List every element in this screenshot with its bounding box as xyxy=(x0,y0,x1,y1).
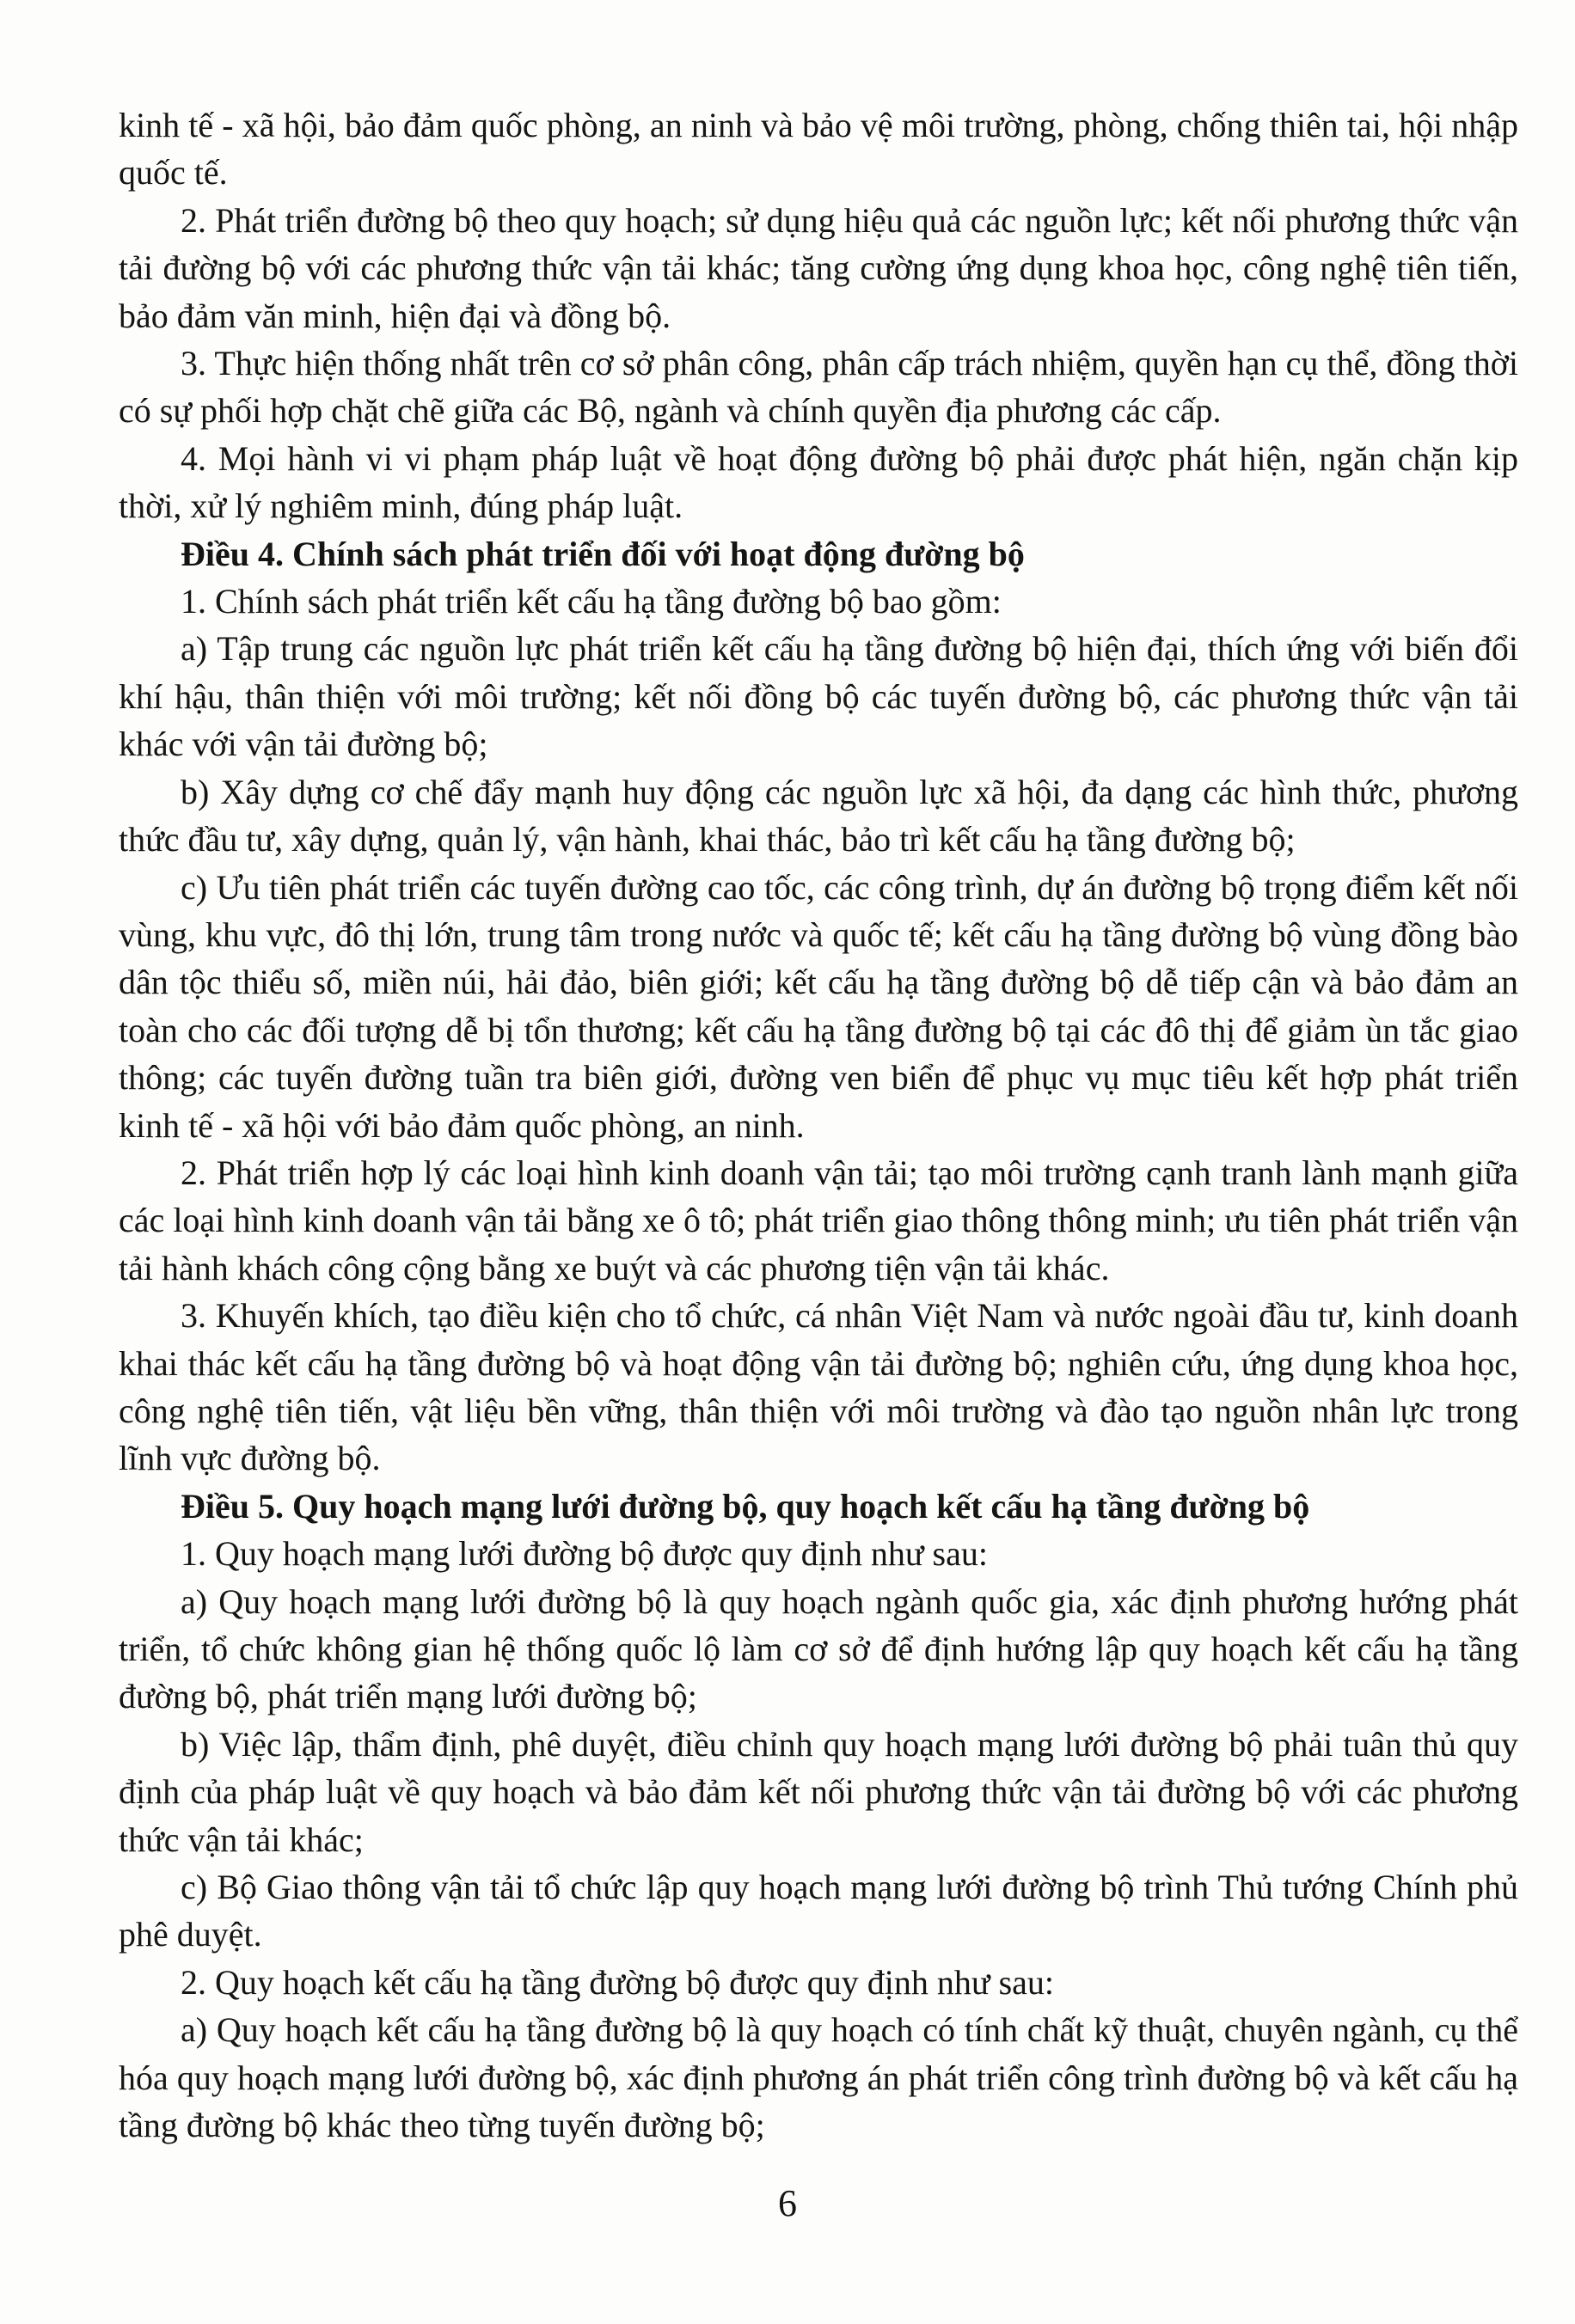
paragraph-article-4-point-b: b) Xây dựng cơ chế đẩy mạnh huy động các nguồn lực xã hội, đa dạng các hình thức, phương thức đầu tư, xây dựng, quản lý, vận hành, khai thác, bảo trì kết cấu hạ tầng đường bộ; xyxy=(119,772,1518,859)
paragraph-article-5-clause-1: 1. Quy hoạch mạng lưới đường bộ được quy định như sau: xyxy=(181,1534,988,1574)
paragraph-article-4-point-a: a) Tập trung các nguồn lực phát triển kết cấu hạ tầng đường bộ hiện đại, thích ứng với biến đổi khí hậu, thân thiện với môi trường; kết nối đồng bộ các tuyến đường bộ, các phương thức vận tải khác với vận tải đường bộ; xyxy=(119,629,1518,764)
paragraph-clause-3: 3. Thực hiện thống nhất trên cơ sở phân công, phân cấp trách nhiệm, quyền hạn cụ thể, đồng thời có sự phối hợp chặt chẽ giữa các Bộ, ngành và chính quyền địa phương các cấp. xyxy=(119,344,1518,431)
paragraph-article-5-point-1a: a) Quy hoạch mạng lưới đường bộ là quy hoạch ngành quốc gia, xác định phương hướng phát triển, tổ chức không gian hệ thống quốc lộ làm cơ sở để định hướng lập quy hoạch kết cấu hạ tầng đường bộ, phát triển mạng lưới đường bộ; xyxy=(119,1581,1518,1716)
paragraph-article-5-clause-2: 2. Quy hoạch kết cấu hạ tầng đường bộ được quy định như sau: xyxy=(181,1962,1055,2002)
paragraph-article-5-point-2a: a) Quy hoạch kết cấu hạ tầng đường bộ là quy hoạch có tính chất kỹ thuật, chuyên ngành, cụ thể hóa quy hoạch mạng lưới đường bộ, xác định phương án phát triển công trình đường bộ và kết cấu hạ tầng đường bộ khác theo từng tuyến đường bộ; xyxy=(119,2010,1518,2145)
paragraph-article-4-clause-2: 2. Phát triển hợp lý các loại hình kinh doanh vận tải; tạo môi trường cạnh tranh lành mạnh giữa các loại hình kinh doanh vận tải bằng xe ô tô; phát triển giao thông thông minh; ưu tiên phát triển vận tải hành khách công cộng bằng xe buýt và các phương tiện vận tải khác. xyxy=(119,1153,1518,1287)
paragraph-continuation: kinh tế - xã hội, bảo đảm quốc phòng, an ninh và bảo vệ môi trường, phòng, chống thiên tai, hội nhập quốc tế. xyxy=(119,106,1518,193)
article-4-heading: Điều 4. Chính sách phát triển đối với hoạt động đường bộ xyxy=(181,534,1025,573)
page-number: 6 xyxy=(778,2182,797,2224)
paragraph-article-4-clause-1: 1. Chính sách phát triển kết cấu hạ tầng đường bộ bao gồm: xyxy=(181,582,1002,621)
paragraph-article-4-point-c: c) Ưu tiên phát triển các tuyến đường cao tốc, các công trình, dự án đường bộ trọng điểm kết nối vùng, khu vực, đô thị lớn, trung tâm trong nước và quốc tế; kết cấu hạ tầng đường bộ vùng đồng bào dân tộc thiểu số, miền núi, hải đảo, biên giới; kết cấu hạ tầng đường bộ dễ tiếp cận và bảo đảm an toàn cho các đối tượng dễ bị tổn thương; kết cấu hạ tầng đường bộ tại các đô thị để giảm ùn tắc giao thông; các tuyến đường tuần tra biên giới, đường ven biển để phục vụ mục tiêu kết hợp phát triển kinh tế - xã hội với bảo đảm quốc phòng, an ninh. xyxy=(119,867,1518,1145)
paragraph-article-5-point-1c: c) Bộ Giao thông vận tải tổ chức lập quy hoạch mạng lưới đường bộ trình Thủ tướng Chính phủ phê duyệt. xyxy=(119,1868,1518,1954)
paragraph-article-4-clause-3: 3. Khuyến khích, tạo điều kiện cho tổ chức, cá nhân Việt Nam và nước ngoài đầu tư, kinh doanh khai thác kết cấu hạ tầng đường bộ và hoạt động vận tải đường bộ; nghiên cứu, ứng dụng khoa học, công nghệ tiên tiến, vật liệu bền vững, thân thiện với môi trường và đào tạo nguồn nhân lực trong lĩnh vực đường bộ. xyxy=(119,1296,1518,1478)
document-body xyxy=(119,101,1518,2149)
article-5-heading: Điều 5. Quy hoạch mạng lưới đường bộ, quy hoạch kết cấu hạ tầng đường bộ xyxy=(181,1486,1310,1526)
paragraph-article-5-point-1b: b) Việc lập, thẩm định, phê duyệt, điều chỉnh quy hoạch mạng lưới đường bộ phải tuân thủ quy định của pháp luật về quy hoạch và bảo đảm kết nối phương thức vận tải đường bộ với các phương thức vận tải khác; xyxy=(119,1724,1518,1859)
paragraph-clause-4: 4. Mọi hành vi vi phạm pháp luật về hoạt động đường bộ phải được phát hiện, ngăn chặn kịp thời, xử lý nghiêm minh, đúng pháp luật. xyxy=(119,438,1518,526)
paragraph-clause-2: 2. Phát triển đường bộ theo quy hoạch; sử dụng hiệu quả các nguồn lực; kết nối phương thức vận tải đường bộ với các phương thức vận tải khác; tăng cường ứng dụng khoa học, công nghệ tiên tiến, bảo đảm văn minh, hiện đại và đồng bộ. xyxy=(119,200,1518,335)
